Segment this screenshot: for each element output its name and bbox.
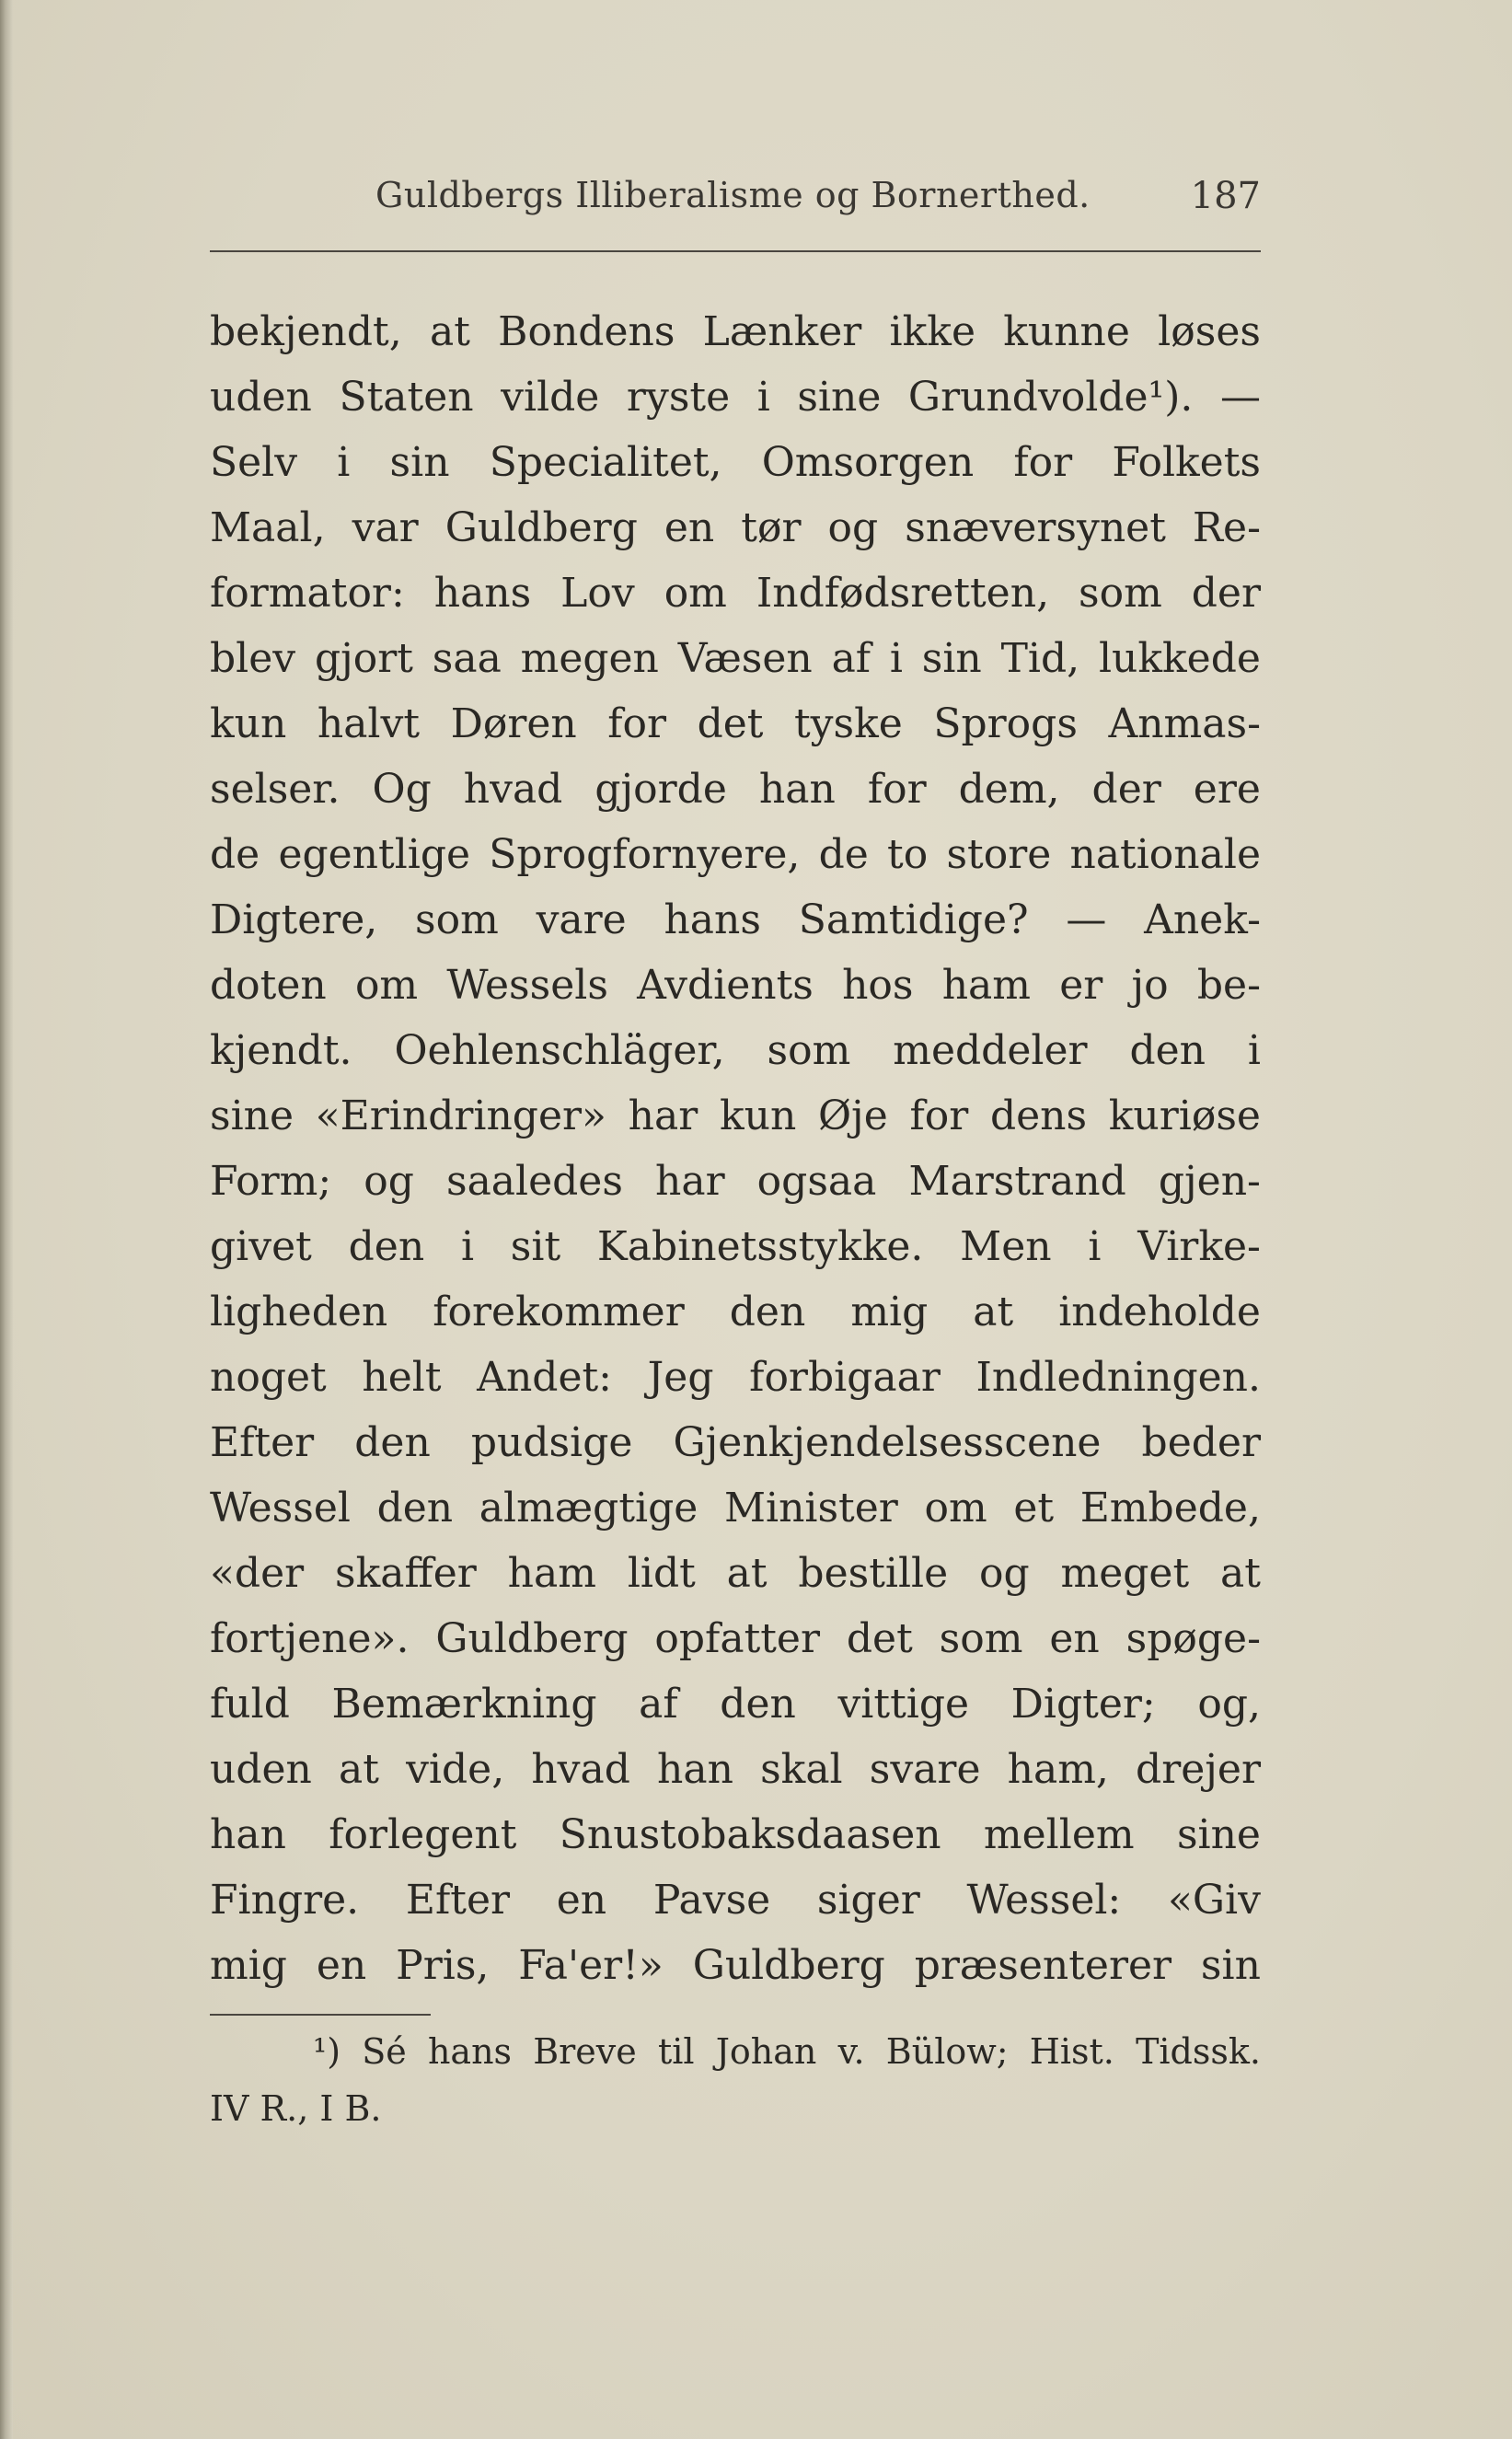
- text-line: [210, 1149, 1261, 1214]
- text-line: [210, 887, 1261, 953]
- word: fuld: [210, 1681, 290, 1728]
- word: kunne: [1003, 308, 1130, 355]
- text-line: [210, 1606, 1261, 1671]
- word: vittige: [837, 1681, 970, 1728]
- word: selser.: [210, 766, 340, 813]
- word: «Giv: [1167, 1877, 1261, 1924]
- word: ryste: [626, 374, 731, 421]
- word: kuriøse: [1108, 1092, 1261, 1139]
- word: Virke-: [1137, 1223, 1261, 1270]
- word: Sprogfornyere,: [489, 831, 801, 878]
- word: blev: [210, 635, 296, 682]
- word: formator:: [210, 570, 405, 617]
- word: mig: [850, 1289, 929, 1335]
- word: den: [376, 1485, 454, 1532]
- word: Andet:: [477, 1354, 612, 1401]
- text-line: [210, 1737, 1261, 1802]
- word: fortjene».: [210, 1615, 410, 1662]
- header-rule: [210, 250, 1261, 252]
- word: bekjendt,: [210, 308, 402, 355]
- word: mellem: [983, 1811, 1135, 1858]
- word: «Erindringer»: [315, 1092, 606, 1139]
- word: Omsorgen: [761, 439, 975, 486]
- text-line: [210, 691, 1261, 757]
- text-line: [210, 1083, 1261, 1149]
- word: Efter: [405, 1877, 511, 1924]
- word: kun: [719, 1092, 797, 1139]
- word: megen: [520, 635, 659, 682]
- word: sine: [210, 1092, 294, 1139]
- word: Guldberg: [444, 504, 638, 551]
- word: pudsige: [470, 1419, 633, 1466]
- word: at: [429, 308, 470, 355]
- word: en: [664, 504, 715, 551]
- word: Maal,: [210, 504, 326, 551]
- word: Folkets: [1112, 439, 1261, 486]
- word: Bondens: [498, 308, 675, 355]
- word: ere: [1193, 766, 1261, 813]
- word: dens: [989, 1092, 1088, 1139]
- word: hvad: [463, 766, 563, 813]
- text-line: [210, 364, 1261, 430]
- word: indeholde: [1058, 1289, 1261, 1335]
- text-line: [210, 1279, 1261, 1345]
- word: for: [867, 766, 927, 813]
- word: det: [846, 1615, 913, 1662]
- word: Bülow;: [885, 2031, 1009, 2072]
- word: der: [1091, 766, 1161, 813]
- word: egentlige: [278, 831, 471, 878]
- word: et: [1013, 1485, 1055, 1532]
- word: svare: [869, 1746, 981, 1793]
- word: almægtige: [479, 1485, 698, 1532]
- word: som: [415, 896, 499, 943]
- word: to: [887, 831, 929, 878]
- word: store: [946, 831, 1052, 878]
- footnote-rule: [210, 2014, 431, 2016]
- word: for: [1013, 439, 1073, 486]
- word: hos: [842, 962, 914, 1009]
- word: sine: [1176, 1811, 1261, 1858]
- word: Marstrand: [908, 1158, 1126, 1205]
- word: givet: [210, 1223, 312, 1270]
- word: noget: [210, 1354, 327, 1401]
- word: at: [973, 1289, 1014, 1335]
- word: de: [818, 831, 869, 878]
- word: saaledes: [445, 1158, 623, 1205]
- text-line: [210, 1410, 1261, 1475]
- word: bestille: [798, 1550, 949, 1597]
- word: Breve: [533, 2031, 637, 2072]
- text-line: [210, 1475, 1261, 1541]
- word: de: [210, 831, 260, 878]
- word: meget: [1060, 1550, 1190, 1597]
- word: uden: [210, 374, 312, 421]
- word: en: [556, 1877, 607, 1924]
- word: i: [1088, 1223, 1102, 1270]
- word: hans: [427, 2031, 513, 2072]
- word: lukkede: [1098, 635, 1261, 682]
- footnote-line: [210, 2023, 1261, 2080]
- word: i: [756, 374, 770, 421]
- word: og,: [1197, 1681, 1261, 1728]
- word: Og: [372, 766, 432, 813]
- word: sine: [797, 374, 882, 421]
- word: den: [729, 1289, 806, 1335]
- word: helt: [362, 1354, 442, 1401]
- word: Digtere,: [210, 896, 378, 943]
- word: at: [339, 1746, 379, 1793]
- word: saa: [432, 635, 502, 682]
- word: forbigaar: [749, 1354, 941, 1401]
- word: sin: [921, 635, 982, 682]
- text-line: [210, 1867, 1261, 1933]
- word: ham,: [1007, 1746, 1109, 1793]
- word: i: [889, 635, 903, 682]
- word: Sé: [362, 2031, 407, 2072]
- word: som: [939, 1615, 1023, 1662]
- word: Wessel:: [966, 1877, 1122, 1924]
- word: og: [979, 1550, 1030, 1597]
- word: vide,: [406, 1746, 505, 1793]
- running-head: Guldbergs Illiberalisme og Bornerthed.: [375, 175, 1091, 215]
- word: Digter;: [1010, 1681, 1156, 1728]
- word: Fa'er!»: [518, 1942, 664, 1989]
- word: Form;: [210, 1158, 332, 1205]
- word: forlegent: [329, 1811, 517, 1858]
- word: Døren: [450, 700, 577, 747]
- word: drejer: [1136, 1746, 1261, 1793]
- body-text: [210, 299, 1261, 1998]
- word: hans: [433, 570, 532, 617]
- word: dem,: [958, 766, 1060, 813]
- word: er: [1059, 962, 1103, 1009]
- word: om: [354, 962, 419, 1009]
- text-line: [210, 1541, 1261, 1606]
- word: ogsaa: [756, 1158, 877, 1205]
- word: tyske: [794, 700, 903, 747]
- word: for: [607, 700, 667, 747]
- word: Fingre.: [210, 1877, 360, 1924]
- word: sit: [510, 1223, 561, 1270]
- word: Gjenkjendelsesscene: [673, 1419, 1102, 1466]
- word: om: [924, 1485, 987, 1532]
- text-line: [210, 430, 1261, 495]
- word: Wessel: [210, 1485, 351, 1532]
- text-line: [210, 757, 1261, 822]
- word: beder: [1141, 1419, 1261, 1466]
- word: uden: [210, 1746, 312, 1793]
- word: Samtidige?: [798, 896, 1029, 943]
- word: at: [726, 1550, 768, 1597]
- word: ligheden: [210, 1289, 388, 1335]
- text-line: [210, 1214, 1261, 1279]
- word: sin: [1200, 1942, 1261, 1989]
- text-line: [210, 561, 1261, 626]
- word: lidt: [627, 1550, 696, 1597]
- word: tør: [741, 504, 802, 551]
- word: mig: [210, 1942, 287, 1989]
- word: Sprogs: [933, 700, 1078, 747]
- word: han: [657, 1746, 733, 1793]
- word: snæversynet: [905, 504, 1166, 551]
- word: meddeler: [893, 1027, 1088, 1074]
- word: løses: [1158, 308, 1261, 355]
- word: skal: [760, 1746, 843, 1793]
- word: vare: [536, 896, 627, 943]
- word: ¹): [313, 2031, 341, 2072]
- word: siger: [816, 1877, 920, 1924]
- word: R.,: [260, 2088, 320, 2129]
- word: Efter: [210, 1419, 315, 1466]
- word: ham: [941, 962, 1032, 1009]
- word: gjorde: [594, 766, 727, 813]
- word: for: [909, 1092, 969, 1139]
- word: i: [1247, 1027, 1261, 1074]
- word: har: [655, 1158, 725, 1205]
- footnote-line: [210, 2080, 1261, 2137]
- word: Pavse: [652, 1877, 771, 1924]
- word: forekommer: [433, 1289, 685, 1335]
- word: B.: [344, 2088, 382, 2129]
- word: han: [210, 1811, 286, 1858]
- page-header: [210, 175, 1261, 230]
- text-line: [210, 1802, 1261, 1867]
- word: I: [319, 2088, 345, 2129]
- word: gjen-: [1158, 1158, 1261, 1205]
- word: hvad: [531, 1746, 630, 1793]
- word: spøge-: [1125, 1615, 1261, 1662]
- text-line: [210, 626, 1261, 691]
- word: Anmas-: [1108, 700, 1261, 747]
- word: Anek-: [1144, 896, 1261, 943]
- word: vilde: [501, 374, 600, 421]
- word: en: [1049, 1615, 1100, 1662]
- word: —: [1219, 374, 1261, 421]
- word: Væsen: [677, 635, 813, 682]
- word: Minister: [723, 1485, 898, 1532]
- word: gjort: [314, 635, 413, 682]
- text-line: [210, 1018, 1261, 1083]
- word: Indledningen.: [975, 1354, 1261, 1401]
- word: som: [767, 1027, 851, 1074]
- word: —: [1066, 896, 1107, 943]
- text-line: [210, 953, 1261, 1018]
- word: Wessels: [446, 962, 608, 1009]
- word: og: [827, 504, 879, 551]
- text-line: [210, 495, 1261, 561]
- word: Staten: [339, 374, 474, 421]
- word: jo: [1131, 962, 1169, 1009]
- word: Selv: [210, 439, 298, 486]
- word: som: [1079, 570, 1162, 617]
- word: Jeg: [647, 1354, 714, 1401]
- word: hans: [664, 896, 761, 943]
- word: Men: [960, 1223, 1052, 1270]
- word: den: [1129, 1027, 1206, 1074]
- word: Grundvolde¹).: [907, 374, 1194, 421]
- word: kjendt.: [210, 1027, 352, 1074]
- word: præsenterer: [914, 1942, 1172, 1989]
- word: Re-: [1192, 504, 1261, 551]
- word: og: [364, 1158, 414, 1205]
- word: Avdients: [637, 962, 814, 1009]
- word: ham: [507, 1550, 596, 1597]
- word: halvt: [317, 700, 421, 747]
- word: be-: [1196, 962, 1261, 1009]
- word: Tidssk.: [1136, 2031, 1261, 2072]
- word: Tid,: [1000, 635, 1080, 682]
- word: den: [348, 1223, 425, 1270]
- word: en: [316, 1942, 367, 1989]
- word: var: [352, 504, 419, 551]
- word: om: [664, 570, 727, 617]
- word: kun: [210, 700, 287, 747]
- word: han: [758, 766, 836, 813]
- word: Guldberg: [435, 1615, 629, 1662]
- word: skaffer: [335, 1550, 477, 1597]
- word: Lænker: [702, 308, 862, 355]
- footnotes: [210, 2023, 1261, 2137]
- page-spine-shadow: [0, 0, 13, 2439]
- word: Indfødsretten,: [756, 570, 1050, 617]
- text-line: [210, 299, 1261, 364]
- word: Snustobaksdaasen: [559, 1811, 941, 1858]
- word: af: [831, 635, 871, 682]
- text-line: [210, 1671, 1261, 1737]
- word: til: [657, 2031, 695, 2072]
- text-line: [210, 1345, 1261, 1410]
- word: Kabinetsstykke.: [596, 1223, 924, 1270]
- word: i: [337, 439, 351, 486]
- word: ikke: [889, 308, 975, 355]
- word: nationale: [1069, 831, 1261, 878]
- page-number: 187: [1190, 175, 1261, 217]
- word: v.: [837, 2031, 865, 2072]
- word: det: [697, 700, 764, 747]
- word: Specialitet,: [489, 439, 722, 486]
- word: at: [1220, 1550, 1261, 1597]
- word: IV: [210, 2088, 260, 2129]
- word: doten: [210, 962, 327, 1009]
- word: i: [460, 1223, 475, 1270]
- word: Hist.: [1029, 2031, 1114, 2072]
- word: den: [354, 1419, 431, 1466]
- word: Guldberg: [692, 1942, 885, 1989]
- word: «der: [210, 1550, 305, 1597]
- word: af: [639, 1681, 678, 1728]
- word: Lov: [560, 570, 635, 617]
- word: sin: [389, 439, 450, 486]
- word: opfatter: [654, 1615, 820, 1662]
- word: der: [1191, 570, 1261, 617]
- word: den: [720, 1681, 796, 1728]
- word: Oehlenschläger,: [394, 1027, 725, 1074]
- word: Øje: [817, 1092, 888, 1139]
- text-line: [210, 1933, 1261, 1998]
- word: Johan: [715, 2031, 817, 2072]
- word: Embede,: [1079, 1485, 1261, 1532]
- text-line: [210, 822, 1261, 887]
- word: har: [628, 1092, 698, 1139]
- word: Bemærkning: [331, 1681, 597, 1728]
- word: Pris,: [396, 1942, 490, 1989]
